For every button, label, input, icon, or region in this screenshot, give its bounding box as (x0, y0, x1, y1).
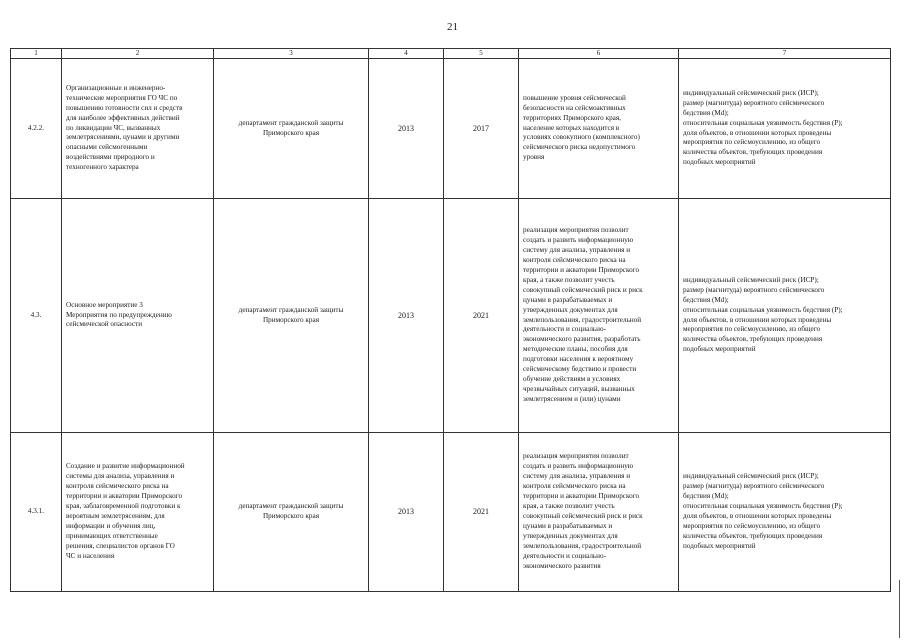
expected-result: реализация мероприятия позволит создать и развить информационную систему для анализа, управления и контроля сейсмического риска на территории и акватории Приморского края, а также позволит учесть совокупный сейсмический риск и риск цунами в разрабатываемых и утвержденных документах для землепользования, градостроительной деятельности и социально- экономического развития, разработать методические планы, пособия для подготовки населения к вероятному сейсмическому бедствию и провести обучение действиям в условиях чрезвычайных ситуаций, вызванных землетрясением и (или) цунами (523, 226, 643, 403)
item-number: 4.3.1. (27, 507, 45, 516)
measure-name: Организационные и инженерно- технические мероприятия ГО ЧС по повышению готовности сил и средств для наиболее эффективных действий по ликвидации ЧС, вызванных землетрясениями, цунами и другими опасными сейсмогенными воздействиями природного и техногенного характера (66, 83, 183, 172)
responsible-executor: департамент гражданской защиты Приморского края (238, 118, 344, 137)
table-row (11, 199, 891, 433)
column-header-4: 4 (369, 49, 444, 59)
start-year: 2013 (398, 310, 414, 320)
end-year: 2021 (473, 507, 489, 517)
item-number: 4.3. (30, 310, 42, 319)
start-year: 2013 (398, 123, 414, 133)
page-number: 21 (447, 21, 458, 33)
measure-name: Основное мероприятие 3 Мероприятия по предупреждению сейсмической опасности (66, 300, 172, 329)
column-header-6: 6 (519, 49, 679, 59)
measure-name: Создание и развитие информационной системы для анализа, управления и контроля сейсмического риска на территории и акватории Приморского края, заблаговременной подготовки к вероятным землетрясениям, для информации и обучения лиц, принимающих ответственные решения, специалистов органов ГО ЧС и населения (66, 462, 185, 560)
column-header-5: 5 (444, 49, 519, 59)
column-header-7: 7 (679, 49, 891, 59)
item-number: 4.2.2. (27, 123, 45, 132)
table-row (11, 59, 891, 199)
scan-edge-line (899, 580, 900, 638)
measures-table (10, 48, 891, 592)
end-year: 2017 (473, 123, 489, 133)
expected-result: реализация мероприятия позволит создать и развить информационную систему для анализа, управления и контроля сейсмического риска на территории и акватории Приморского края, а также позволит учесть совокупный сейсмический риск и риск цунами в разрабатываемых и утвержденных документах для землепользования, градостроительной деятельности и социально- экономического развития (523, 452, 643, 570)
target-indicators: индивидуальный сейсмический риск (ИСР); размер (магнитуда) вероятного сейсмического бедствия (Md); относительная социальная уязвимость бедствия (Р); доля объектов, в отношении которых проведены мероприятия по сейсмоусилению, из общего количества объектов, требующих проведения подобных мероприятий (683, 88, 843, 167)
expected-result: повышение уровня сейсмической безопасности на сейсмоактивных территориях Приморского края, население которых находится в условиях совокупного (комплексного) сейсмического риска недопустимого уровня (523, 93, 640, 162)
responsible-executor: департамент гражданской защиты Приморского края (238, 502, 344, 520)
target-indicators: индивидуальный сейсмический риск (ИСР); размер (магнитуда) вероятного сейсмического бедствия (Md); относительная социальная уязвимость бедствия (Р); доля объектов, в отношении которых проведены мероприятия по сейсмоусилению, из общего количества объектов, требующих проведения подобных мероприятий (683, 275, 843, 354)
table-row (11, 433, 891, 592)
end-year: 2021 (473, 310, 489, 320)
column-number-row (11, 49, 891, 59)
column-header-1: 1 (11, 49, 62, 59)
target-indicators: индивидуальный сейсмический риск (ИСР); размер (магнитуда) вероятного сейсмического бедствия (Md); относительная социальная уязвимость бедствия (Р); доля объектов, в отношении которых проведены мероприятия по сейсмоусилению, из общего количества объектов, требующих проведения подобных мероприятий (683, 472, 843, 550)
column-header-3: 3 (214, 49, 369, 59)
responsible-executor: департамент гражданской защиты Приморского края (238, 305, 344, 324)
column-header-2: 2 (62, 49, 214, 59)
start-year: 2013 (398, 507, 414, 517)
